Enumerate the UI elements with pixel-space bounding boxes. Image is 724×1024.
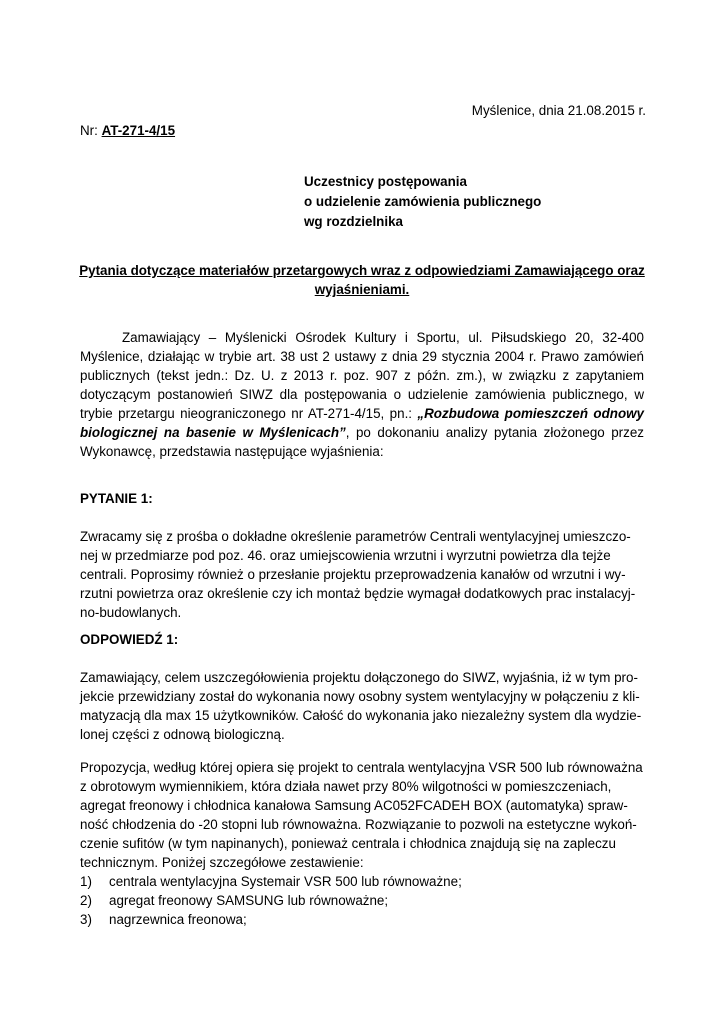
equipment-list bbox=[80, 872, 644, 929]
reference-number-label: Nr: bbox=[80, 123, 98, 138]
answer-1-paragraph-1 bbox=[80, 668, 644, 744]
paragraph-line: ność chłodzenia do -20 stopni lub równoważna. Rozwiązanie to pozwoli na estetyczne wykoń- bbox=[80, 817, 637, 832]
paragraph-line: nej w przedmiarze pod poz. 46. oraz umiejscowienia wrzutni i wyrzutni powietrza dla tejże bbox=[80, 548, 611, 563]
reference-number bbox=[80, 121, 175, 140]
list-item bbox=[80, 910, 644, 929]
paragraph-line: jekcie przewidziany został do wykonania nowy osobny system wentylacyjny w połączeniu z kli- bbox=[80, 689, 640, 704]
intro-text-part1: Zamawiający – Myślenicki Ośrodek Kultury i Sportu, ul. Piłsudskiego 20, 32-400 Myślenice, działając w trybie art. 38 ust 2 ustawy z dnia 29 stycznia 2004 r. Prawo zamówień publicznych (tekst jedn.: Dz. U. z 2013 r. poz. 907 z późn. zm.), w związku z zapytaniem dotyczącym postanowień SIWZ dla postępowania o udzielenie zamówienia publicznego, w trybie przetargu nieograniczonego nr AT-271-4/15, pn.: bbox=[80, 330, 644, 421]
list-item-text: centrala wentylacyjna Systemair VSR 500 lub równoważne; bbox=[109, 874, 462, 889]
list-item-text: agregat freonowy SAMSUNG lub równoważne; bbox=[109, 893, 389, 908]
question-1-text bbox=[80, 527, 644, 622]
paragraph-line: matyzacją dla max 15 użytkowników. Całość do wykonania jako niezależny system dla wydzie- bbox=[80, 708, 642, 723]
list-item-number: 1) bbox=[80, 874, 92, 889]
recipient-line: o udzielenie zamówienia publicznego bbox=[304, 194, 542, 209]
question-1-heading: PYTANIE 1: bbox=[80, 491, 153, 506]
document-date: Myślenice, dnia 21.08.2015 r. bbox=[471, 103, 646, 118]
reference-number-value: AT-271-4/15 bbox=[101, 123, 176, 138]
recipient-line: wg rozdzielnika bbox=[304, 214, 403, 229]
paragraph-line: agregat freonowy i chłodnica kanałowa Samsung AC052FCADEH BOX (automatyka) spraw- bbox=[80, 798, 628, 813]
paragraph-line: lonej części z odnową biologiczną. bbox=[80, 727, 285, 742]
paragraph-line: rzutni powietrza oraz określenie czy ich montaż będzie wymagał dodatkowych prac instalacyj- bbox=[80, 586, 636, 601]
paragraph-line: centrali. Poprosimy również o przesłanie projektu przeprowadzenia kanałów od wrzutni i wy- bbox=[80, 567, 626, 582]
intro-paragraph bbox=[80, 328, 644, 461]
recipients-block bbox=[304, 172, 541, 232]
paragraph-line: Zwracamy się z prośba o dokładne określenie parametrów Centrali wentylacyjnej umieszczo- bbox=[80, 529, 631, 544]
list-item-number: 2) bbox=[80, 893, 92, 908]
project-name: „Rozbudowa pomieszczeń odnowy biologicznej na basenie w Myślenicach” bbox=[80, 406, 644, 440]
intro-text-part2: , po dokonaniu analizy pytania złożonego przez Wykonawcę, przedstawia następujące wyjaśnienia: bbox=[80, 425, 644, 459]
document-title: Pytania dotyczące materiałów przetargowych wraz z odpowiedziami Zamawiającego oraz wyjaśnieniami. bbox=[79, 263, 645, 297]
paragraph-line: no-budowlanych. bbox=[80, 605, 182, 620]
paragraph-line: czenie sufitów (w tym napinanych), ponieważ centrala i chłodnica znajdują się na zapleczu bbox=[80, 836, 616, 851]
paragraph-line: Zamawiający, celem uszczegółowienia projektu dołączonego do SIWZ, wyjaśnia, iż w tym pro- bbox=[80, 670, 638, 685]
recipient-line: Uczestnicy postępowania bbox=[304, 174, 467, 189]
paragraph-line: z obrotowym wymiennikiem, która działa nawet przy 80% wilgotności w pomieszczeniach, bbox=[80, 779, 612, 794]
list-item bbox=[80, 891, 644, 910]
answer-1-heading: ODPOWIEDŹ 1: bbox=[80, 632, 179, 647]
list-item-number: 3) bbox=[80, 912, 92, 927]
answer-1-paragraph-2 bbox=[80, 758, 644, 872]
list-item-text: nagrzewnica freonowa; bbox=[109, 912, 247, 927]
paragraph-line: Propozycja, według której opiera się projekt to centrala wentylacyjna VSR 500 lub równoważna bbox=[80, 760, 643, 775]
paragraph-line: technicznym. Poniżej szczegółowe zestawienie: bbox=[80, 855, 364, 870]
list-item bbox=[80, 872, 644, 891]
